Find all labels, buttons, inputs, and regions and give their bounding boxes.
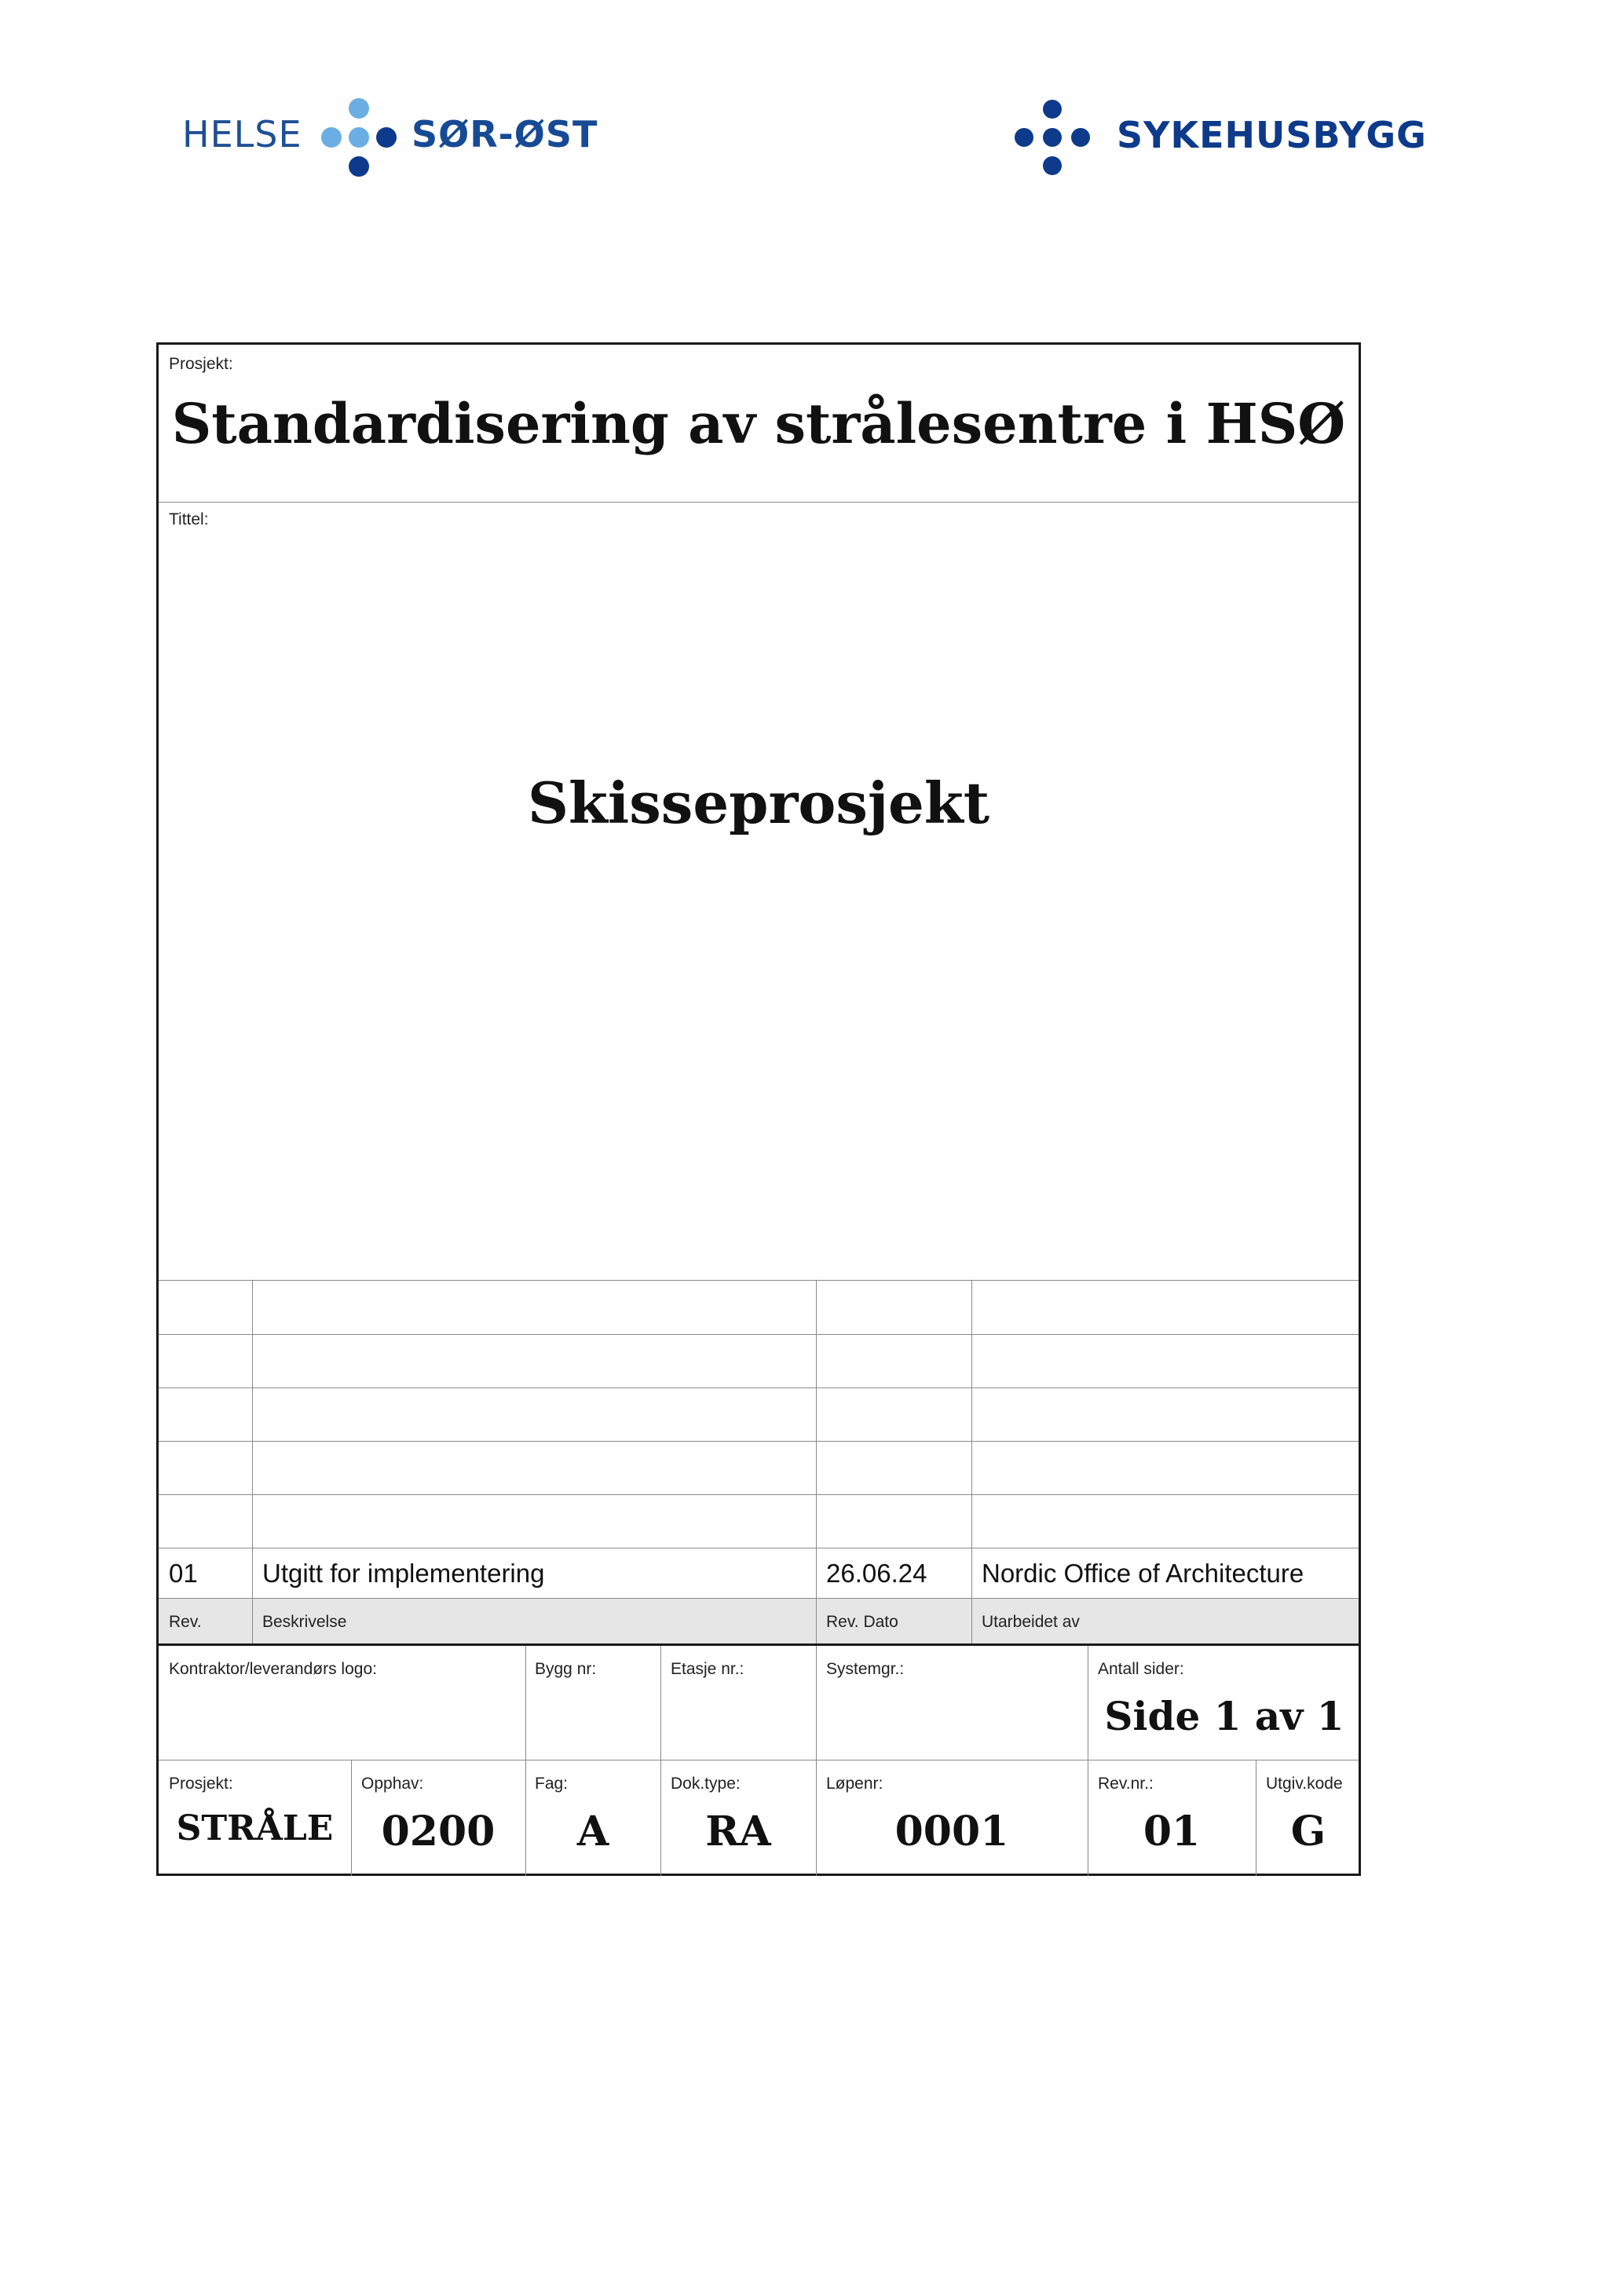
rev-col-line <box>971 1280 972 1644</box>
code-project-label: Prosjekt: <box>169 1775 233 1793</box>
rev-number: 01 <box>169 1559 198 1588</box>
rev-header-description: Beskrivelse <box>262 1613 347 1631</box>
code-discipline-label: Fag: <box>535 1775 569 1793</box>
code-doctype-value: RA <box>705 1808 771 1855</box>
rev-author: Nordic Office of Architecture <box>982 1559 1304 1588</box>
divider <box>159 502 1359 503</box>
rev-description: Utgitt for implementering <box>262 1559 545 1588</box>
system-label: Systemgr.: <box>826 1660 905 1678</box>
rev-row-line <box>159 1598 1359 1599</box>
title-label: Tittel: <box>169 510 209 528</box>
rev-date: 26.06.24 <box>826 1559 927 1588</box>
code-issue-label: Utgiv.kode <box>1266 1775 1343 1793</box>
rev-col-line <box>252 1280 253 1644</box>
rev-row-line <box>159 1494 1359 1495</box>
floor-label: Etasje nr.: <box>671 1660 744 1678</box>
cross-dots-icon <box>1013 98 1092 177</box>
cross-dots-icon <box>316 94 402 181</box>
pages-label: Antall sider: <box>1098 1660 1184 1678</box>
rev-row-line <box>159 1334 1359 1335</box>
rev-row-line <box>159 1280 1359 1281</box>
project-label: Prosjekt: <box>169 355 233 373</box>
code-project-value: STRÅLE <box>176 1808 334 1848</box>
project-name: Standardisering av strålesentre i HSØ <box>171 391 1346 456</box>
code-serial-label: Løpenr: <box>826 1775 883 1793</box>
code-origin-label: Opphav: <box>361 1775 424 1793</box>
contractor-logo-label: Kontraktor/leverandørs logo: <box>169 1660 377 1678</box>
rev-row-line <box>159 1441 1359 1442</box>
pages-value: Side 1 av 1 <box>1104 1693 1344 1739</box>
logo-left-word-1: HELSE <box>182 113 302 155</box>
code-discipline-value: A <box>576 1808 609 1855</box>
title-block <box>156 342 1361 1876</box>
rev-col-line <box>816 1280 817 1644</box>
code-serial-value: 0001 <box>894 1808 1009 1855</box>
code-revno-label: Rev.nr.: <box>1098 1775 1154 1793</box>
rev-row-line <box>159 1387 1359 1388</box>
section-divider <box>159 1643 1359 1646</box>
code-issue-value: G <box>1290 1808 1326 1855</box>
document-title: Skisseprosjekt <box>528 770 989 836</box>
logo-right-word: SYKEHUSBYGG <box>1117 114 1427 156</box>
rev-header-rev: Rev. <box>169 1613 202 1631</box>
sykehusbygg-logo <box>1013 98 1453 177</box>
rev-header-author: Utarbeidet av <box>982 1613 1080 1631</box>
code-revno-value: 01 <box>1143 1808 1201 1855</box>
rev-header-date: Rev. Dato <box>826 1613 898 1631</box>
logo-left-word-2: SØR-ØST <box>411 113 598 155</box>
code-doctype-label: Dok.type: <box>671 1775 741 1793</box>
code-origin-value: 0200 <box>381 1808 496 1855</box>
helse-sor-ost-logo <box>182 94 598 181</box>
building-label: Bygg nr: <box>535 1660 597 1678</box>
